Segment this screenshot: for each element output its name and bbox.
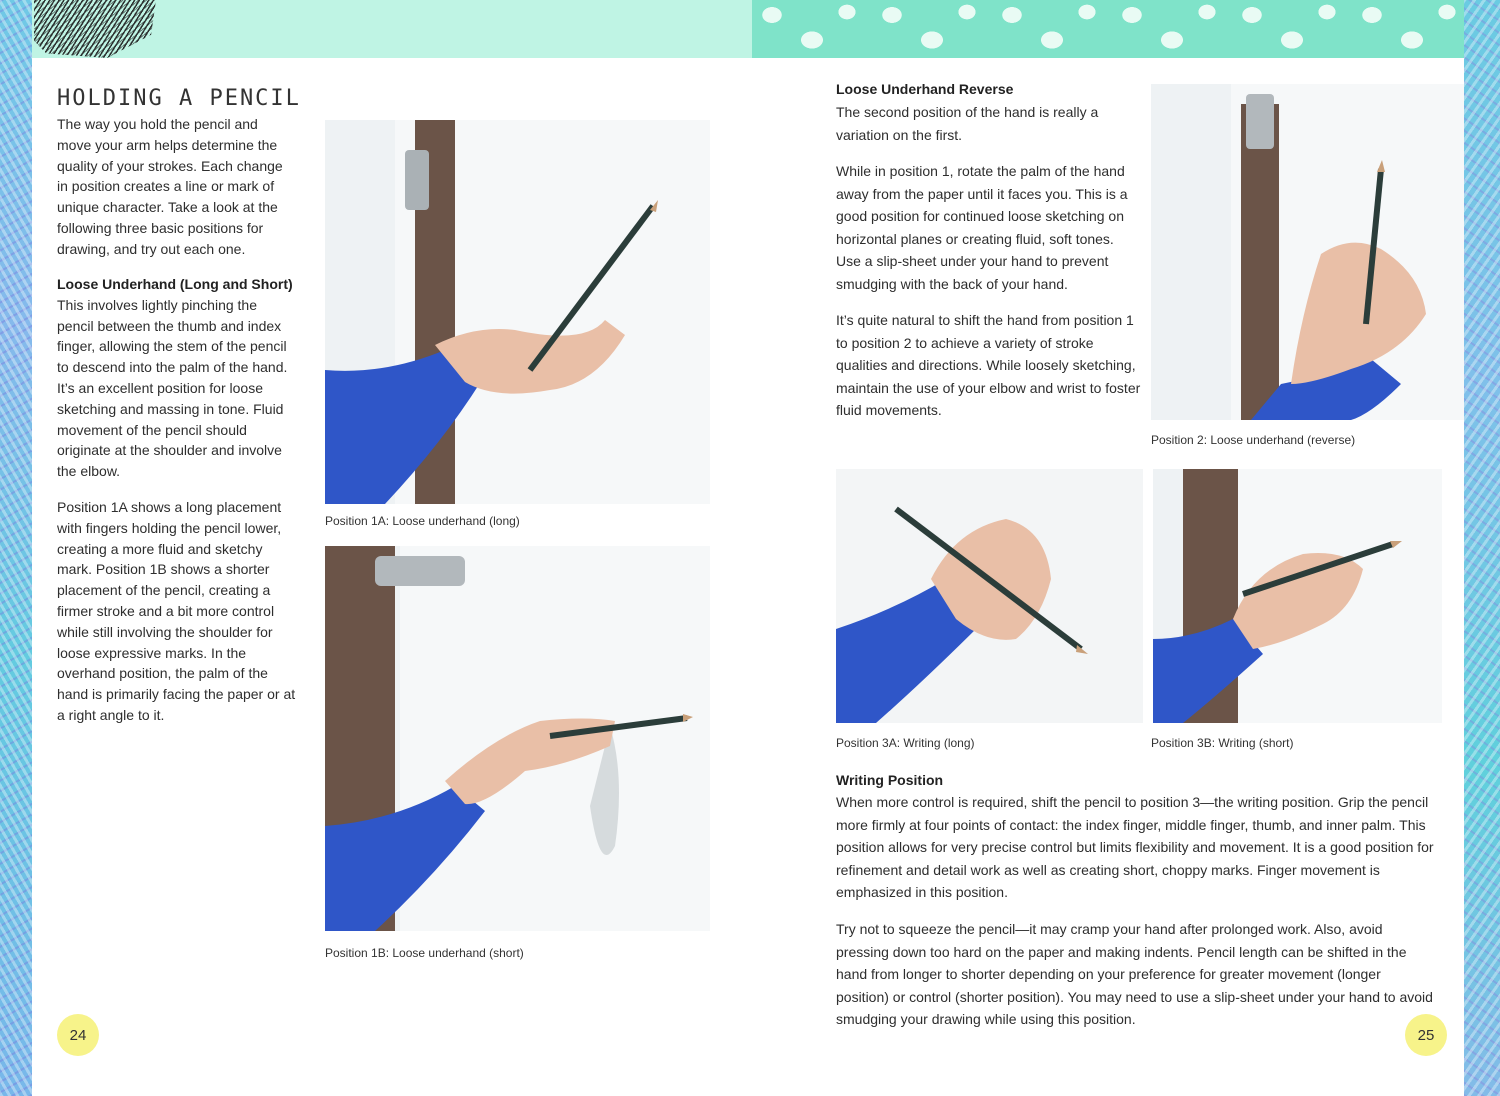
- writing-heading: Writing Position: [836, 772, 944, 788]
- photo-position-3b: [1153, 469, 1442, 723]
- photo-position-1b: [325, 546, 710, 931]
- caption-position-1a: Position 1A: Loose underhand (long): [325, 514, 520, 528]
- intro-paragraph: The way you hold the pencil and move your arm helps determine the quality of your strokes. Each change in position creates a line or mark of unique character. Take a look at the following three basic positions for drawing, and try out each one.: [57, 116, 283, 257]
- reverse-paragraph-3: It’s quite natural to shift the hand from position 1 to position 2 to achieve a variety of stroke qualities and directions. While loosely sketching, maintain the use of your elbow and wrist to foster fluid movements.: [836, 312, 1141, 418]
- writing-paragraph-1: When more control is required, shift the pencil to position 3—the writing position. Grip the pencil more firmly at four points of contact: the index finger, middle finger, thumb, and inner palm. This position allows for very precise control but limits flexibility and movement. It is a good position for refinement and detail work as well as creating short, choppy marks. Finger movement is emphasized in this position.: [836, 794, 1434, 900]
- page-title: HOLDING A PENCIL: [57, 86, 301, 111]
- section1-heading: Loose Underhand (Long and Short): [57, 276, 293, 292]
- photo-position-2: [1151, 84, 1464, 420]
- writing-paragraph-2: Try not to squeeze the pencil—it may cramp your hand after prolonged work. Also, avoid pressing down too hard on the paper and making indents. Pencil length can be shifted in the hand from longer to shorter depending on your preference for greater movement (longer position) or control (shorter position). You may need to use a slip-sheet under your hand to avoid smudging your drawing while using this position.: [836, 921, 1433, 1027]
- page-number-left: 24: [57, 1014, 99, 1056]
- page-number-right: 25: [1405, 1014, 1447, 1056]
- caption-position-1b: Position 1B: Loose underhand (short): [325, 946, 524, 960]
- reverse-paragraph-1: The second position of the hand is really a variation on the first.: [836, 104, 1099, 143]
- photo-position-1a: [325, 120, 710, 504]
- section1-paragraph-2: Position 1A shows a long placement with fingers holding the pencil lower, creating a more fluid and sketchy mark. Position 1B shows a shorter placement of the pencil, creating a firmer stroke and a bit more control while still involving the shoulder for loose expressive marks. In the overhand position, the palm of the hand is primarily facing the paper or at a right angle to it.: [57, 499, 296, 723]
- left-border-decoration: [0, 0, 32, 1096]
- caption-position-3a: Position 3A: Writing (long): [836, 736, 975, 750]
- caption-position-3b: Position 3B: Writing (short): [1151, 736, 1294, 750]
- reverse-paragraph-2: While in position 1, rotate the palm of the hand away from the paper until it faces you. This is a good position for continued loose sketching on horizontal planes or creating fluid, soft tones. Use a slip-sheet under your hand to prevent smudging with the back of your hand.: [836, 163, 1128, 292]
- section1-text: This involves lightly pinching the pencil between the thumb and index finger, allowing the stem of the pencil to descend into the palm of the hand. It’s an excellent position for loose sketching and massing in tone. Fluid movement of the pencil should originate at the shoulder and involve the elbow.: [57, 296, 288, 480]
- right-border-decoration: [1464, 0, 1500, 1096]
- top-band-right: [752, 0, 1464, 58]
- reverse-heading: Loose Underhand Reverse: [836, 81, 1014, 97]
- caption-position-2: Position 2: Loose underhand (reverse): [1151, 433, 1356, 447]
- photo-position-3a: [836, 469, 1143, 723]
- section1-paragraph: [57, 274, 293, 482]
